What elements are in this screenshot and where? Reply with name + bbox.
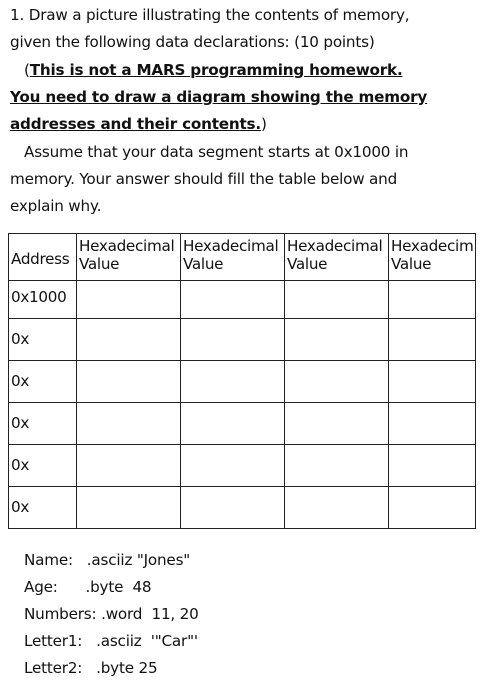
note-open-paren: (: [24, 61, 30, 79]
note-line-2: You need to draw a diagram showing the memory: [10, 88, 428, 106]
value-cell[interactable]: [181, 403, 285, 445]
value-cell[interactable]: [285, 319, 389, 361]
assume-line-3: explain why.: [10, 197, 102, 215]
value-cell[interactable]: [77, 281, 181, 319]
address-cell: 0x: [9, 487, 77, 529]
assume-line-2: memory. Your answer should fill the table below and: [10, 170, 398, 188]
value-cell[interactable]: [285, 403, 389, 445]
note-text-3: addresses and their contents.: [10, 115, 261, 133]
note-close-paren: ): [260, 115, 267, 133]
table-row: [9, 281, 476, 319]
note-line-1: [10, 57, 403, 83]
table-row: [9, 403, 476, 445]
note-line-3: [10, 111, 267, 137]
table-header-row: [9, 234, 476, 281]
value-cell[interactable]: [285, 487, 389, 529]
value-cell[interactable]: [285, 361, 389, 403]
value-cell[interactable]: [389, 445, 476, 487]
table-row: [9, 361, 476, 403]
declaration-numbers: Numbers: .word 11, 20: [24, 605, 199, 623]
memory-table: [8, 233, 476, 529]
value-cell[interactable]: [77, 361, 181, 403]
table-row: [9, 487, 476, 529]
value-cell[interactable]: [389, 319, 476, 361]
header-hex-3: Hexadecimal Value: [285, 234, 389, 281]
value-cell[interactable]: [285, 445, 389, 487]
value-cell[interactable]: [181, 361, 285, 403]
declaration-age: Age: .byte 48: [24, 578, 152, 596]
header-hex-2: Hexadecimal Value: [181, 234, 285, 281]
value-cell[interactable]: [181, 487, 285, 529]
header-hex-1: Hexadecimal Value: [77, 234, 181, 281]
value-cell[interactable]: [181, 281, 285, 319]
value-cell[interactable]: [77, 445, 181, 487]
value-cell[interactable]: [77, 403, 181, 445]
address-cell: 0x: [9, 361, 77, 403]
table-row: [9, 319, 476, 361]
note-text-1: This is not a MARS programming homework.: [29, 61, 403, 79]
declaration-name: Name: .asciiz "Jones": [24, 551, 191, 569]
question-line-2: given the following data declarations: (10 points): [10, 33, 375, 51]
value-cell[interactable]: [389, 281, 476, 319]
value-cell[interactable]: [181, 319, 285, 361]
value-cell[interactable]: [389, 487, 476, 529]
address-cell: 0x: [9, 445, 77, 487]
value-cell[interactable]: [181, 445, 285, 487]
value-cell[interactable]: [77, 319, 181, 361]
assume-line-1: Assume that your data segment starts at 0x1000 in: [24, 143, 409, 161]
header-hex-4: Hexadecim Value: [389, 234, 476, 281]
value-cell[interactable]: [389, 361, 476, 403]
header-address: Address: [9, 234, 77, 281]
value-cell[interactable]: [285, 281, 389, 319]
address-cell: 0x1000: [9, 281, 77, 319]
value-cell[interactable]: [389, 403, 476, 445]
table-row: [9, 445, 476, 487]
value-cell[interactable]: [77, 487, 181, 529]
question-line-1: 1. Draw a picture illustrating the contents of memory,: [10, 6, 410, 24]
address-cell: 0x: [9, 319, 77, 361]
declaration-letter2: Letter2: .byte 25: [24, 659, 158, 677]
declaration-letter1: Letter1: .asciiz '"Car"': [24, 632, 198, 650]
address-cell: 0x: [9, 403, 77, 445]
